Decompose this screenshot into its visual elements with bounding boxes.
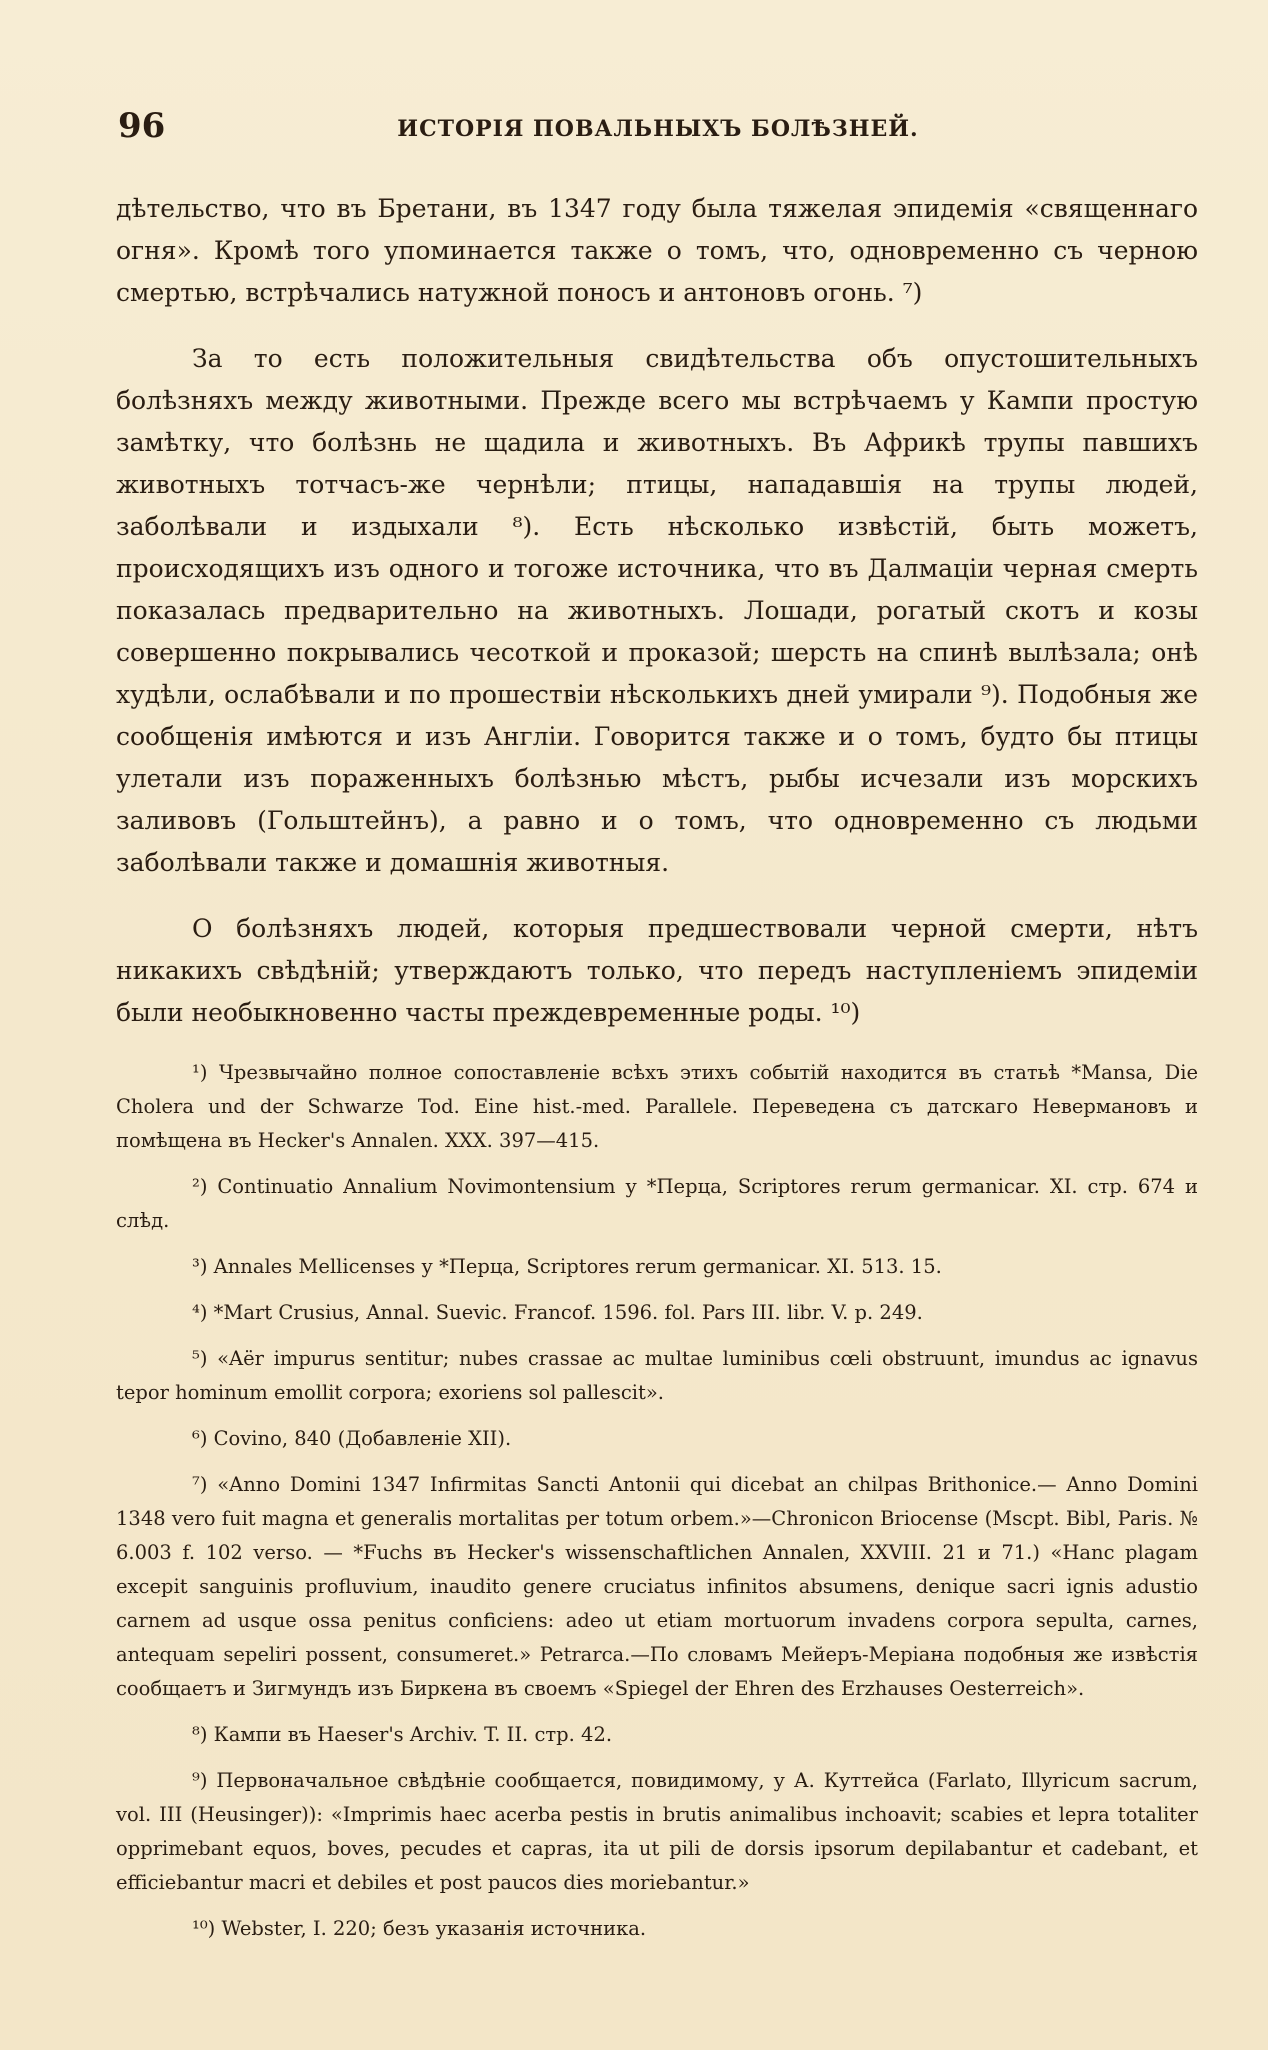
- footnote: ⁷) «Anno Domini 1347 Infirmitas Sancti Antonii qui dicebat an chilpas Brithonice.— Anno Domini 1348 vero fuit magna et generalis mortalitas per totum orbem.»—Chronicon Briocense (Mscpt. Bibl, Paris. № 6.003 f. 102 verso. — *Fuchs въ Hecker's wissenschaftlichen Annalen, XXVIII. 21 и 71.) «Hanc plagam excepit sanguinis profluvium, inaudito genere cruciatus infinitos absumens, denique sacri ignis adustio carnem ad usque ossa penitus conficiens: adeo ut etiam mortuorum invadens corpora sepulta, carnes, antequam sepeliri possent, consumeret.» Petrarca.—По словамъ Мейеръ-Меріана подобныя же извѣстія сообщаетъ и Зигмундъ изъ Биркена въ своемъ «Spiegel der Ehren des Erzhauses Oesterreich».: [116, 1473, 1198, 1700]
- footnote: ⁶) Covino, 840 (Добавленіе XII).: [192, 1427, 512, 1450]
- running-title: ИСТОРІЯ ПОВАЛЬНЫХЪ БОЛѢЗНЕЙ.: [397, 116, 919, 142]
- footnote: ⁹) Первоначальное свѣдѣніе сообщается, повидимому, у А. Куттейса (Farlato, Illyricum sacrum, vol. III (Heusinger)): «Imprimis haec acerba pestis in brutis animalibus inchoavit; scabies et lepra totaliter opprimebant equos, boves, pecudes et capras, ita ut pili de dorsis ipsorum depilabantur et cadebant, et efficiebantur macri et debiles et post paucos dies moriebantur.»: [116, 1769, 1198, 1894]
- paragraph: дѣтельство, что въ Бретани, въ 1347 году была тяжелая эпидемія «священнаго огня». Кромѣ того упоминается также о томъ, что, одновременно съ черною смертью, встрѣчались натужной поносъ и антоновъ огонь. ⁷): [116, 194, 1198, 307]
- paragraph: О болѣзняхъ людей, которыя предшествовали черной смерти, нѣтъ никакихъ свѣдѣній; утверждаютъ только, что передъ наступленіемъ эпидеміи были необыкновенно часты преждевременные роды. ¹⁰): [116, 914, 1198, 1027]
- footnote: ²) Continuatio Annalium Novimontensium у *Перца, Scriptores rerum germanicar. XI. стр. 674 и слѣд.: [116, 1175, 1198, 1232]
- footnotes: [116, 1056, 1198, 1958]
- footnote: ³) Annales Mellicenses у *Перца, Scriptores rerum germanicar. XI. 513. 15.: [192, 1255, 942, 1278]
- page-number: 96: [118, 106, 166, 146]
- paragraph: За то есть положительныя свидѣтельства объ опустошительныхъ болѣзняхъ между животными. Прежде всего мы встрѣчаемъ у Кампи простую замѣтку, что болѣзнь не щадила и животныхъ. Въ Африкѣ трупы павшихъ животныхъ тотчасъ-же чернѣли; птицы, нападавшія на трупы людей, заболѣвали и издыхали ⁸). Есть нѣсколько извѣстій, быть можетъ, происходящихъ изъ одного и тогоже источника, что въ Далмаціи черная смерть показалась предварительно на животныхъ. Лошади, рогатый скотъ и козы совершенно покрывались чесоткой и проказой; шерсть на спинѣ вылѣзала; онѣ худѣли, ослабѣвали и по прошествіи нѣсколькихъ дней умирали ⁹). Подобныя же сообщенія имѣются и изъ Англіи. Говорится также и о томъ, будто бы птицы улетали изъ пораженныхъ болѣзнью мѣстъ, рыбы исчезали изъ морскихъ заливовъ (Гольштейнъ), а равно и о томъ, что одновременно съ людьми заболѣвали также и домашнія животныя.: [116, 344, 1198, 877]
- footnote: ⁵) «Aër impurus sentitur; nubes crassae ac multae luminibus cœli obstruunt, imundus ac ignavus tepor hominum emollit corpora; exoriens sol pallescit».: [116, 1347, 1198, 1404]
- main-text: [116, 188, 1198, 1058]
- footnote: ¹⁰) Webster, I. 220; безъ указанія источника.: [192, 1917, 647, 1940]
- footnote: ¹) Чрезвычайно полное сопоставленіе всѣхъ этихъ событій находится въ статьѣ *Mansa, Die Cholera und der Schwarze Tod. Eine hist.-med. Parallele. Переведена съ датскаго Невермановъ и помѣщена въ Hecker's Annalen. XXX. 397—415.: [116, 1061, 1198, 1152]
- footnote: ⁸) Кампи въ Haeser's Archiv. T. II. стр. 42.: [192, 1723, 613, 1746]
- footnote: ⁴) *Mart Crusius, Annal. Suevic. Francof. 1596. fol. Pars III. libr. V. p. 249.: [192, 1301, 923, 1324]
- page-header: [118, 106, 1198, 152]
